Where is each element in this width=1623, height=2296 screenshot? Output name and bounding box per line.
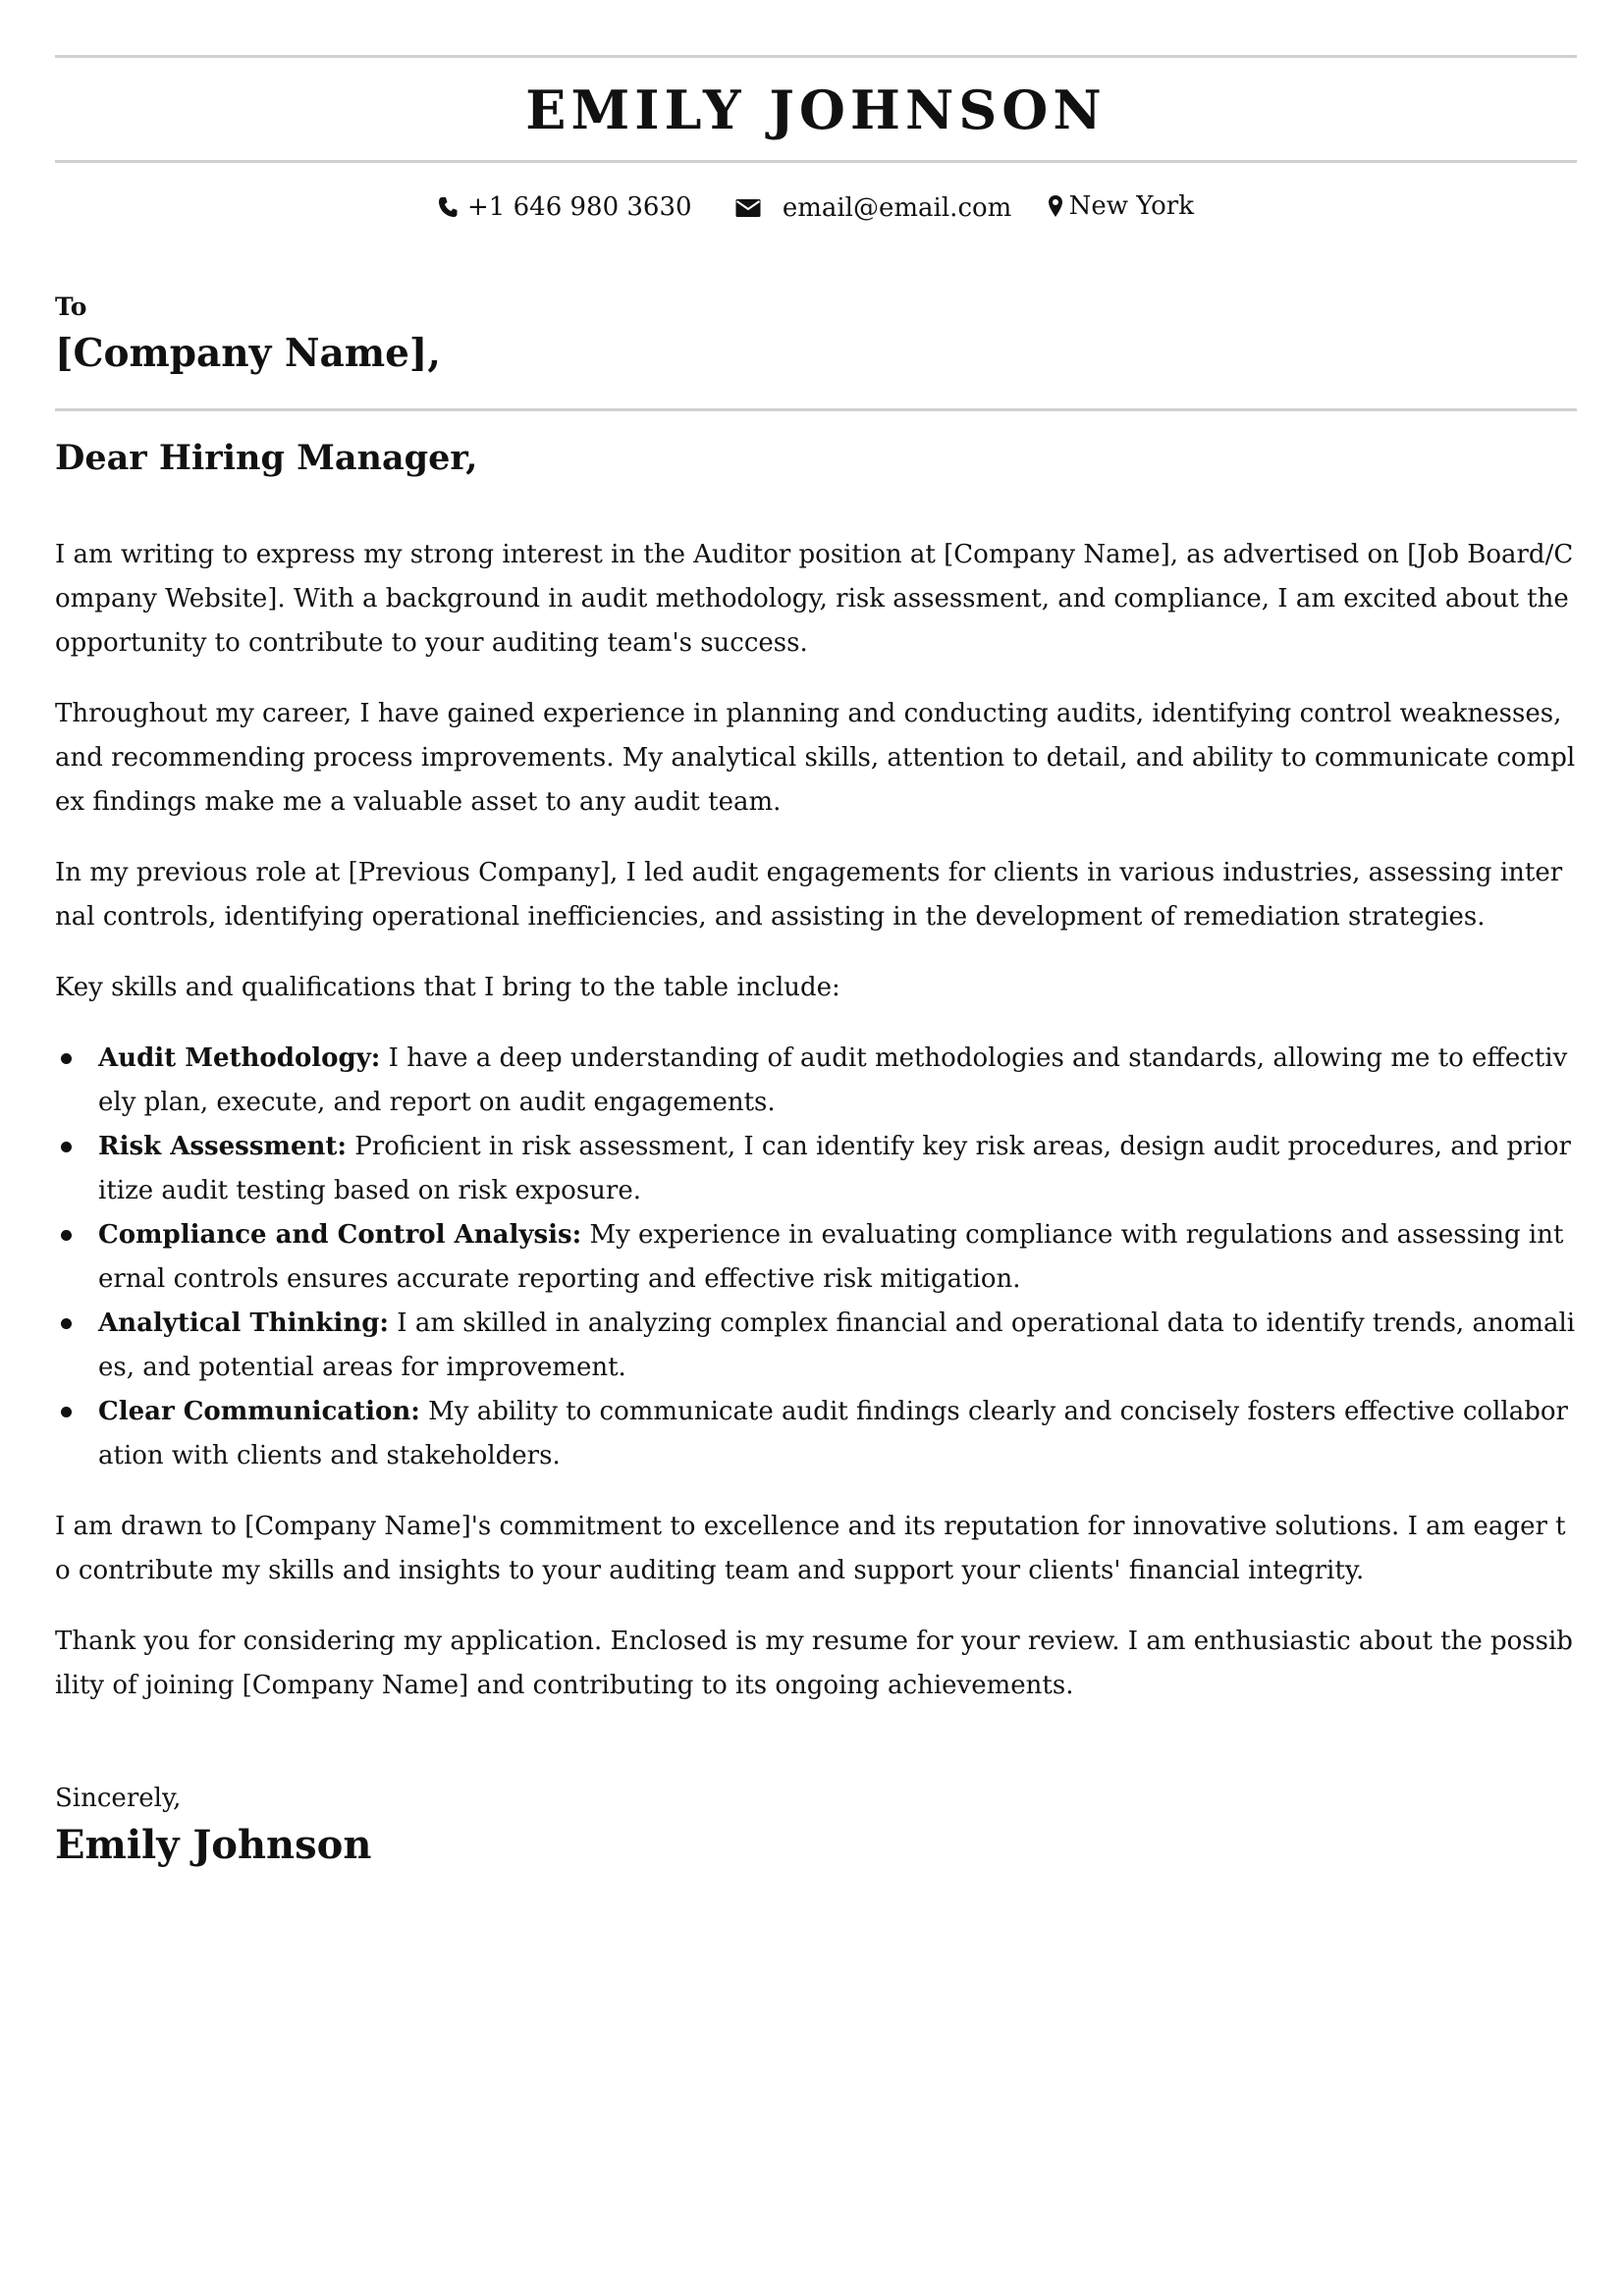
skill-title: Clear Communication: bbox=[98, 1397, 420, 1426]
closing-paragraph: I am drawn to [Company Name]'s commitment to excellence and its reputation for innovative solutions. I am eager to contribute my skills and insights to your auditing team and support your clients' financial integrity. bbox=[55, 1512, 1566, 1585]
skills-list bbox=[55, 1037, 1577, 1478]
body-paragraph: I am writing to express my strong interest in the Auditor position at [Company Name], as advertised on [Job Board/Company Website]. With a background in audit methodology, risk assessment, and compliance, I am excited about the opportunity to contribute to your auditing team's success. bbox=[55, 540, 1574, 658]
cover-letter-page bbox=[55, 0, 1577, 1871]
list-item bbox=[55, 1037, 1577, 1125]
body-paragraph: Throughout my career, I have gained experience in planning and conducting audits, identifying control weaknesses, and recommending process improvements. My analytical skills, attention to detail, and ability to communicate complex findings make me a valuable asset to any audit team. bbox=[55, 699, 1576, 817]
closing-paragraph: Thank you for considering my application. Enclosed is my resume for your review. I am enthusiastic about the possibility of joining [Company Name] and contributing to its ongoing achievements. bbox=[55, 1627, 1573, 1700]
skill-title: Risk Assessment: bbox=[98, 1132, 348, 1161]
skill-text: My experience in evaluating compliance with regulations and assessing internal controls ensures accurate reporting and effective risk mitigation. bbox=[98, 1220, 1564, 1294]
skills-intro: Key skills and qualifications that I bring to the table include: bbox=[55, 973, 840, 1002]
header-top-divider bbox=[55, 55, 1577, 58]
bullet-icon bbox=[61, 1407, 72, 1417]
list-item bbox=[55, 1213, 1577, 1302]
skill-title: Analytical Thinking: bbox=[98, 1308, 390, 1338]
email-address: email@email.com bbox=[782, 193, 1012, 223]
list-item bbox=[55, 1125, 1577, 1213]
list-item bbox=[55, 1302, 1577, 1390]
skill-title: Audit Methodology: bbox=[98, 1043, 381, 1073]
envelope-icon bbox=[735, 198, 761, 218]
recipient-divider bbox=[55, 408, 1577, 411]
contact-info bbox=[55, 188, 1577, 228]
bullet-icon bbox=[61, 1230, 72, 1241]
skill-text: Proficient in risk assessment, I can identify key risk areas, design audit procedures, and prioritize audit testing based on risk exposure. bbox=[98, 1132, 1571, 1205]
contact-email bbox=[735, 190, 1011, 226]
map-marker-icon bbox=[1048, 194, 1063, 218]
phone-number: +1 646 980 3630 bbox=[467, 192, 692, 222]
signature-name: Emily Johnson bbox=[55, 1822, 372, 1868]
bullet-icon bbox=[61, 1142, 72, 1152]
sign-off: Sincerely, bbox=[55, 1784, 182, 1813]
contact-location bbox=[1048, 188, 1194, 224]
skill-text: I am skilled in analyzing complex financial and operational data to identify trends, anomalies, and potential areas for improvement. bbox=[98, 1308, 1576, 1382]
skill-text: I have a deep understanding of audit methodologies and standards, allowing me to effectively plan, execute, and report on audit engagements. bbox=[98, 1043, 1568, 1117]
skill-title: Compliance and Control Analysis: bbox=[98, 1220, 582, 1250]
list-item bbox=[55, 1390, 1577, 1478]
skill-text: My ability to communicate audit findings clearly and concisely fosters effective collaboration with clients and stakeholders. bbox=[98, 1397, 1568, 1470]
applicant-name: EMILY JOHNSON bbox=[525, 79, 1107, 141]
contact-phone bbox=[438, 189, 692, 225]
greeting: Dear Hiring Manager, bbox=[55, 438, 478, 478]
phone-icon bbox=[438, 196, 458, 218]
bullet-icon bbox=[61, 1318, 72, 1329]
location-text: New York bbox=[1068, 191, 1194, 221]
recipient-company: [Company Name], bbox=[55, 331, 441, 376]
body-paragraph: In my previous role at [Previous Company], I led audit engagements for clients in various industries, assessing internal controls, identifying operational inefficiencies, and assisting in the development of remediation strategies. bbox=[55, 858, 1563, 932]
to-label: To bbox=[55, 293, 87, 321]
bullet-icon bbox=[61, 1053, 72, 1064]
header-bottom-divider bbox=[55, 160, 1577, 163]
